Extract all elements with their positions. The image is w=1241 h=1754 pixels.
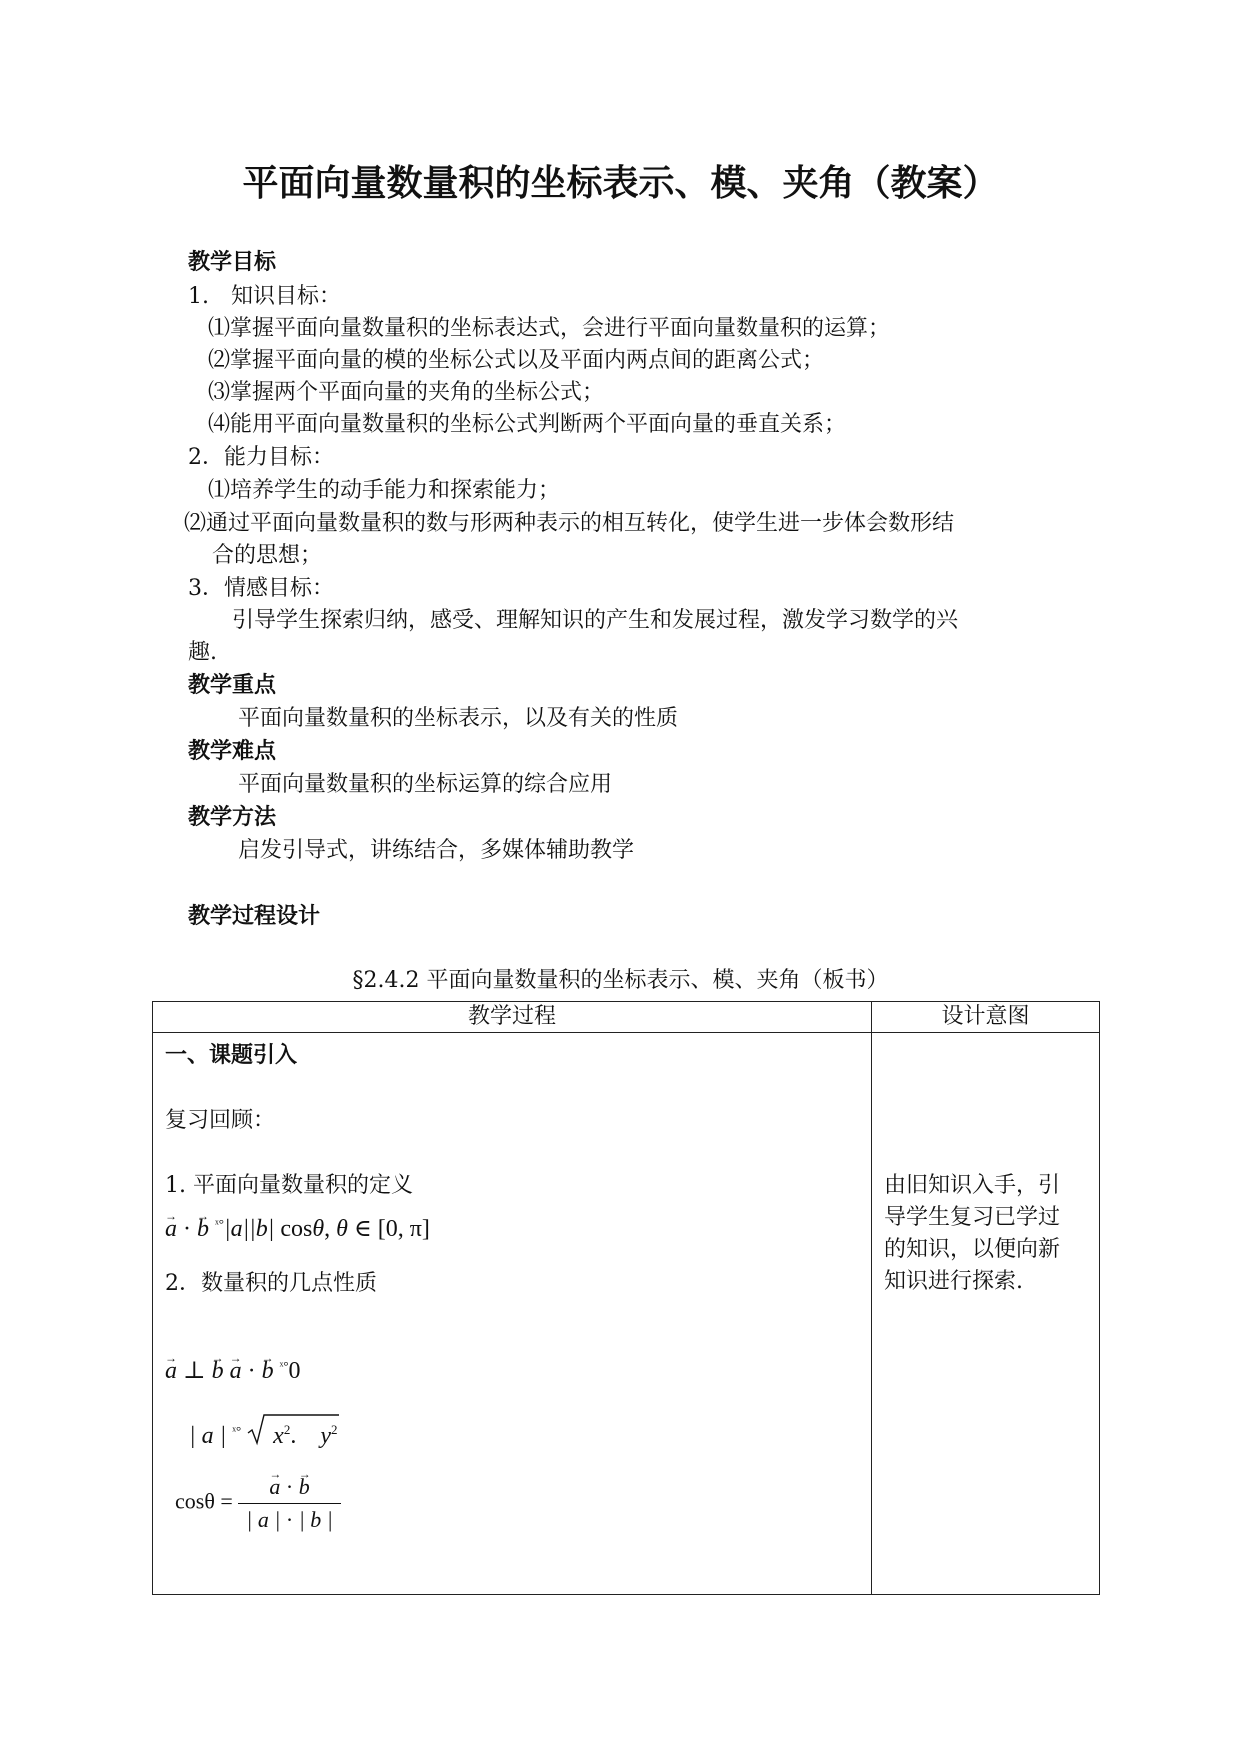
intent-line-3: 的知识，以便向新 (884, 1237, 1061, 1262)
ability-item-2-cont: 合的思想； (212, 543, 323, 568)
design-heading: 教学过程设计 (188, 904, 321, 929)
ability-item-2: ⑵通过平面向量数量积的数与形两种表示的相互转化，使学生进一步体会数形结 (184, 511, 955, 536)
cosine-formula: cosθ = → $\frac{a \cdot \to b}{| a | \cdot | b |}$ (175, 1473, 341, 1534)
intent-cell (872, 1033, 1100, 1595)
col-header-intent: 设计意图 (872, 1002, 1100, 1033)
knowledge-item-3: ⑶掌握两个平面向量的夹角的坐标公式； (208, 380, 605, 405)
knowledge-item-4: ⑷能用平面向量数量积的坐标公式判断两个平面向量的垂直关系； (208, 412, 847, 437)
process-cell (153, 1033, 872, 1595)
cosine-fraction: → $\frac{a \cdot \to b}{| a | \cdot | b |}$ (238, 1473, 341, 1534)
modulus-formula: | a | $^{ˣ^\circ}$ $x^2$. $y^2$ (189, 1413, 337, 1455)
emotion-text-2: 趣. (188, 640, 217, 665)
review-label: 复习回顾： (165, 1108, 276, 1133)
emotion-label: 3．情感目标： (188, 576, 334, 601)
emotion-text-1: 引导学生探索归纳，感受、理解知识的产生和发展过程，激发学习数学的兴 (232, 608, 959, 633)
section-title: 一、课题引入 (165, 1043, 298, 1068)
definition-formula: → a · → b $^{ˣ^\circ}$|a||b| cosθ, θ ∈ [0, π] (165, 1209, 430, 1244)
key-point-heading: 教学重点 (188, 673, 277, 698)
difficulty-heading: 教学难点 (188, 739, 277, 764)
intent-line-2: 导学生复习已学过 (884, 1205, 1061, 1230)
knowledge-label: 1. 知识目标： (188, 284, 341, 309)
objectives-heading: 教学目标 (188, 250, 277, 275)
perpendicular-formula: → a ⊥ → b → a · → b $^{ˣ^\circ}$0 (165, 1351, 301, 1386)
process-table (152, 1001, 1100, 1595)
ability-item-1: ⑴培养学生的动手能力和探索能力； (208, 478, 561, 503)
difficulty-text: 平面向量数量积的坐标运算的综合应用 (238, 772, 613, 797)
intent-line-4: 知识进行探索. (884, 1269, 1023, 1294)
knowledge-item-1: ⑴掌握平面向量数量积的坐标表达式，会进行平面向量数量积的运算； (208, 316, 891, 341)
key-point-text: 平面向量数量积的坐标表示，以及有关的性质 (238, 706, 679, 731)
item-definition: 1. 平面向量数量积的定义 (165, 1173, 413, 1198)
intent-line-1: 由旧知识入手，引 (884, 1173, 1061, 1198)
page-title: 平面向量数量积的坐标表示、模、夹角（教案） (242, 163, 999, 204)
method-heading: 教学方法 (188, 805, 277, 830)
table-caption: §2.4.2 平面向量数量积的坐标表示、模、夹角（板书） (352, 968, 889, 993)
method-text: 启发引导式，讲练结合，多媒体辅助教学 (238, 838, 635, 863)
col-header-process: 教学过程 (153, 1002, 872, 1033)
ability-label: 2．能力目标： (188, 445, 334, 470)
item-properties: 2．数量积的几点性质 (165, 1271, 377, 1296)
knowledge-item-2: ⑵掌握平面向量的模的坐标公式以及平面内两点间的距离公式； (208, 348, 825, 373)
